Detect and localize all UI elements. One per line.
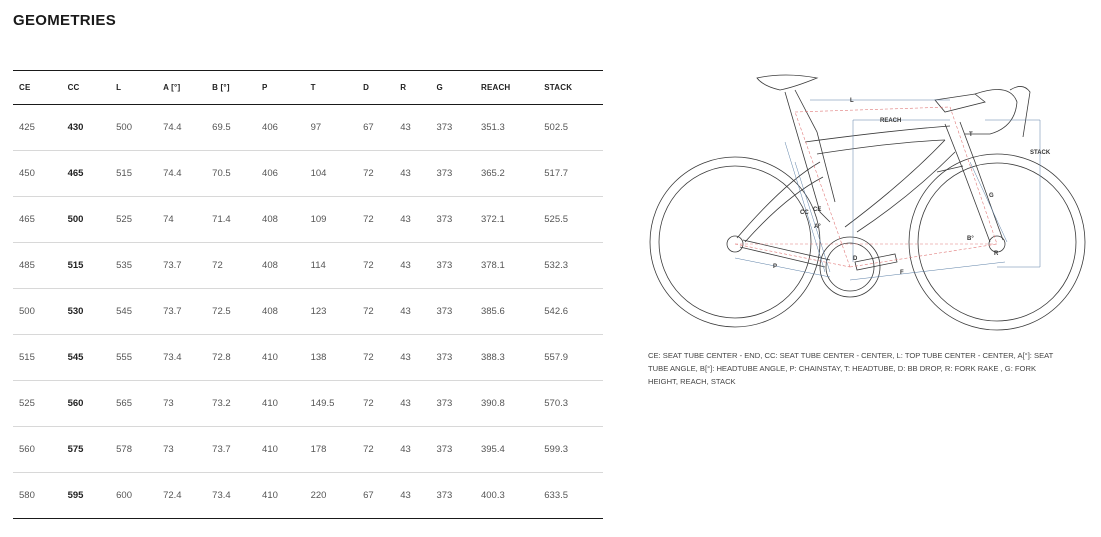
table-cell: 72: [357, 335, 394, 381]
column-header: P: [262, 83, 268, 92]
table-cell: 410: [256, 473, 305, 519]
frame-centerlines: [735, 107, 997, 267]
table-cell: 72: [357, 243, 394, 289]
table-cell: 373: [430, 105, 475, 151]
table-cell: 109: [305, 197, 358, 243]
table-cell: 500: [13, 289, 62, 335]
table-cell: 73.7: [157, 289, 206, 335]
table-cell: 485: [13, 243, 62, 289]
table-cell: 408: [256, 289, 305, 335]
table-cell: 73.7: [157, 243, 206, 289]
table-cell: 515: [110, 151, 157, 197]
table-cell: 373: [430, 243, 475, 289]
table-cell: 72.4: [157, 473, 206, 519]
table-cell: 72: [357, 381, 394, 427]
table-cell: 373: [430, 289, 475, 335]
label-A: A°: [814, 224, 821, 230]
column-header: D: [363, 83, 370, 92]
table-cell: 73.4: [157, 335, 206, 381]
column-header: B [°]: [212, 83, 230, 92]
table-cell: 465: [13, 197, 62, 243]
table-cell: 570.3: [538, 381, 603, 427]
table-cell: 372.1: [475, 197, 538, 243]
table-cell: 43: [394, 151, 430, 197]
table-cell: 43: [394, 289, 430, 335]
table-cell: 545: [110, 289, 157, 335]
table-cell: 365.2: [475, 151, 538, 197]
table-cell: 70.5: [206, 151, 256, 197]
table-cell: 72.5: [206, 289, 256, 335]
column-header: L: [116, 83, 122, 92]
table-cell: 74.4: [157, 105, 206, 151]
table-cell: 555: [110, 335, 157, 381]
table-cell: 67: [357, 473, 394, 519]
table-cell: 43: [394, 335, 430, 381]
table-cell: 43: [394, 243, 430, 289]
column-header: A [°]: [163, 83, 181, 92]
table-cell: 138: [305, 335, 358, 381]
table-cell: 515: [13, 335, 62, 381]
table-cell: 560: [62, 381, 111, 427]
table-cell: 373: [430, 151, 475, 197]
table-cell: 72: [357, 427, 394, 473]
table-cell: 465: [62, 151, 111, 197]
table-row: [13, 473, 603, 519]
table-cell: 373: [430, 335, 475, 381]
label-stack: STACK: [1030, 150, 1051, 156]
table-cell: 388.3: [475, 335, 538, 381]
table-cell: 114: [305, 243, 358, 289]
table-cell: 599.3: [538, 427, 603, 473]
table-cell: 74: [157, 197, 206, 243]
table-cell: 351.3: [475, 105, 538, 151]
label-R: R: [994, 251, 999, 257]
table-cell: 595: [62, 473, 111, 519]
table-cell: 425: [13, 105, 62, 151]
column-header: G: [436, 83, 443, 92]
table-cell: 450: [13, 151, 62, 197]
table-cell: 67: [357, 105, 394, 151]
column-header: R: [400, 83, 407, 92]
table-cell: 149.5: [305, 381, 358, 427]
table-cell: 72.8: [206, 335, 256, 381]
column-header: STACK: [544, 83, 573, 92]
table-body: [13, 105, 603, 519]
table-cell: 123: [305, 289, 358, 335]
table-cell: 104: [305, 151, 358, 197]
table-cell: 178: [305, 427, 358, 473]
table-cell: 73: [157, 427, 206, 473]
table-cell: 220: [305, 473, 358, 519]
rear-wheel-inner: [659, 166, 811, 318]
bike-geometry-diagram: [645, 62, 1095, 342]
front-wheel-outer: [909, 154, 1085, 330]
bike-frame-drawing: [650, 75, 1085, 330]
front-wheel-inner: [918, 163, 1076, 321]
table-cell: 73.4: [206, 473, 256, 519]
table-header-row: [13, 71, 603, 105]
table-cell: 373: [430, 473, 475, 519]
table-cell: 400.3: [475, 473, 538, 519]
table-cell: 97: [305, 105, 358, 151]
table-cell: 73: [157, 381, 206, 427]
table-row: [13, 289, 603, 335]
table-cell: 535: [110, 243, 157, 289]
table-cell: 500: [62, 197, 111, 243]
label-F: F: [900, 270, 904, 276]
table-cell: 72: [357, 151, 394, 197]
table-cell: 430: [62, 105, 111, 151]
table-cell: 71.4: [206, 197, 256, 243]
table-cell: 633.5: [538, 473, 603, 519]
table-cell: 72: [357, 289, 394, 335]
label-T: T: [969, 132, 973, 138]
table-cell: 378.1: [475, 243, 538, 289]
column-header: T: [310, 83, 316, 92]
geometry-table: [13, 70, 603, 519]
column-header: CC: [67, 83, 80, 92]
table-cell: 578: [110, 427, 157, 473]
table-cell: 525: [110, 197, 157, 243]
table-cell: 500: [110, 105, 157, 151]
crank-arm: [855, 254, 897, 270]
label-D: D: [853, 256, 858, 262]
table-cell: 406: [256, 151, 305, 197]
table-cell: 43: [394, 197, 430, 243]
dimension-labels: [773, 98, 1051, 276]
table-row: [13, 105, 603, 151]
label-L: L: [850, 98, 854, 104]
label-B: B°: [967, 236, 974, 242]
table-cell: 406: [256, 105, 305, 151]
table-cell: 532.3: [538, 243, 603, 289]
label-G: G: [989, 193, 994, 199]
table-cell: 530: [62, 289, 111, 335]
label-CC: CC: [800, 210, 809, 216]
column-header: CE: [19, 83, 31, 92]
table-cell: 580: [13, 473, 62, 519]
table-cell: 390.8: [475, 381, 538, 427]
table-cell: 525: [13, 381, 62, 427]
table-row: [13, 151, 603, 197]
table-cell: 408: [256, 243, 305, 289]
table-cell: 545: [62, 335, 111, 381]
table-row: [13, 197, 603, 243]
table-cell: 43: [394, 473, 430, 519]
table-cell: 72: [206, 243, 256, 289]
table-cell: 515: [62, 243, 111, 289]
column-header: REACH: [480, 83, 511, 92]
table-row: [13, 427, 603, 473]
table-row: [13, 381, 603, 427]
table-cell: 43: [394, 381, 430, 427]
label-CE: CE: [813, 207, 822, 213]
table-cell: 43: [394, 427, 430, 473]
table-cell: 600: [110, 473, 157, 519]
table-cell: 575: [62, 427, 111, 473]
page-title: GEOMETRIES: [13, 12, 117, 29]
geometry-legend: CE: SEAT TUBE CENTER - END, CC: SEAT TUBE CENTER - CENTER, L: TOP TUBE CENTER - CENTER, A[°]: SEAT TUBE ANGLE, B[°]: HEADTUBE ANGLE, P: CHAINSTAY, T: HEADTUBE, D: BB DROP, R: FORK RAKE , G: FORK HEIGHT, REACH, STACK: [648, 351, 1054, 386]
table-cell: 395.4: [475, 427, 538, 473]
table-cell: 373: [430, 381, 475, 427]
table-row: [13, 335, 603, 381]
table-cell: 408: [256, 197, 305, 243]
table-cell: 517.7: [538, 151, 603, 197]
table-cell: 410: [256, 335, 305, 381]
table-cell: 73.7: [206, 427, 256, 473]
table-cell: 502.5: [538, 105, 603, 151]
table-cell: 73.2: [206, 381, 256, 427]
table-cell: 560: [13, 427, 62, 473]
table-cell: 542.6: [538, 289, 603, 335]
table-cell: 43: [394, 105, 430, 151]
table-cell: 69.5: [206, 105, 256, 151]
table-cell: 565: [110, 381, 157, 427]
label-reach: REACH: [880, 118, 902, 124]
table-cell: 410: [256, 427, 305, 473]
table-cell: 525.5: [538, 197, 603, 243]
table-row: [13, 243, 603, 289]
table-cell: 385.6: [475, 289, 538, 335]
table-cell: 557.9: [538, 335, 603, 381]
table-cell: 74.4: [157, 151, 206, 197]
label-P: P: [773, 264, 778, 270]
table-cell: 373: [430, 427, 475, 473]
table-cell: 410: [256, 381, 305, 427]
rear-wheel-outer: [650, 157, 820, 327]
table-cell: 373: [430, 197, 475, 243]
table-cell: 72: [357, 197, 394, 243]
